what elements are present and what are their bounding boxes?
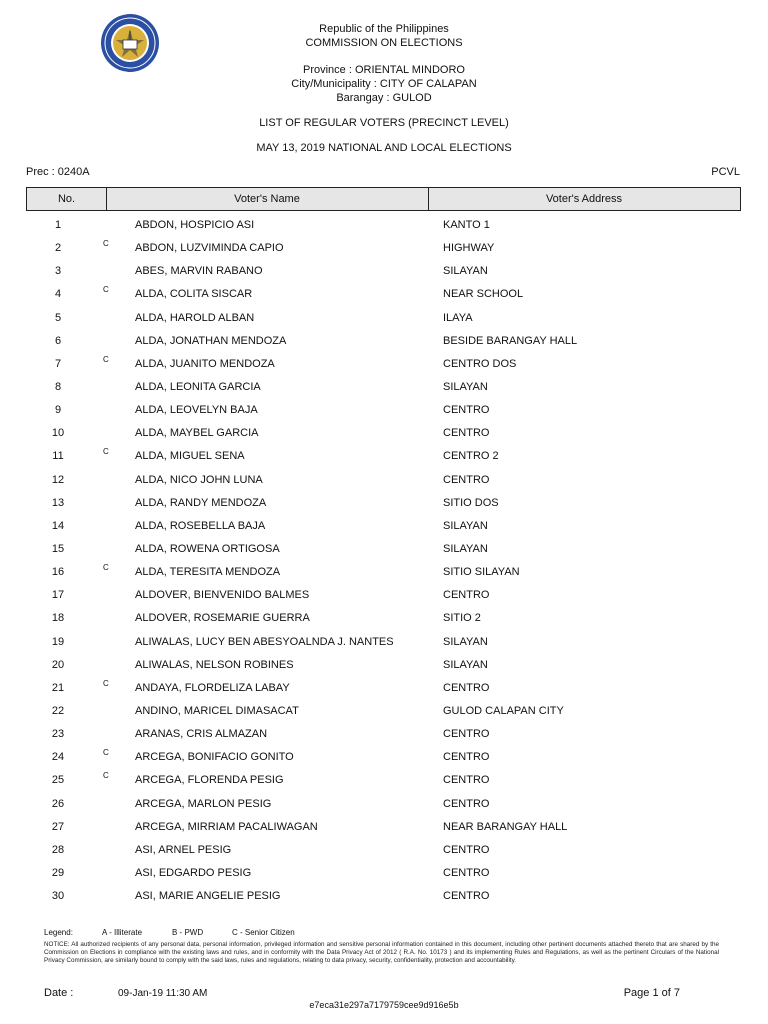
- voter-address: CENTRO: [443, 866, 490, 879]
- voter-name: ARCEGA, MIRRIAM PACALIWAGAN: [135, 820, 318, 833]
- table-row: [0, 492, 768, 515]
- table-row: [0, 746, 768, 769]
- voter-address: SITIO 2: [443, 612, 481, 625]
- voter-name: ANDINO, MARICEL DIMASACAT: [135, 704, 299, 717]
- table-row: [0, 654, 768, 677]
- voter-name: ASI, MARIE ANGELIE PESIG: [135, 890, 281, 903]
- election-title: MAY 13, 2019 NATIONAL AND LOCAL ELECTIONS: [256, 142, 512, 154]
- page-indicator: Page 1 of 7: [623, 987, 680, 999]
- table-row: [0, 561, 768, 584]
- row-tag: C: [103, 447, 109, 457]
- voter-name: ARCEGA, MARLON PESIG: [135, 797, 272, 810]
- row-number: 18: [51, 612, 65, 625]
- table-row: [0, 330, 768, 353]
- row-number: 23: [51, 728, 65, 741]
- table-row: [0, 816, 768, 839]
- row-number: 21: [51, 681, 65, 694]
- voter-name: ALDA, RANDY MENDOZA: [135, 496, 267, 509]
- row-tag: C: [103, 678, 109, 688]
- voter-address: BESIDE BARANGAY HALL: [443, 334, 578, 347]
- voter-address: CENTRO: [443, 427, 490, 440]
- table-row: [0, 307, 768, 330]
- table-row: [0, 885, 768, 908]
- table-row: [0, 839, 768, 862]
- city-text: City/Municipality : CITY OF CALAPAN: [291, 78, 477, 90]
- table-header: [26, 187, 741, 211]
- voter-rows: [0, 214, 768, 908]
- column-header-name: Voter's Name: [106, 188, 429, 210]
- legend-illiterate: A - Illiterate: [102, 928, 143, 937]
- voter-address: SITIO SILAYAN: [443, 566, 520, 579]
- voter-address: HIGHWAY: [443, 242, 495, 255]
- table-row: [0, 353, 768, 376]
- row-number: 12: [51, 473, 65, 486]
- table-row: [0, 607, 768, 630]
- doc-code-label: PCVL: [711, 166, 740, 178]
- list-title: LIST OF REGULAR VOTERS (PRECINCT LEVEL): [259, 117, 509, 129]
- voter-address: CENTRO DOS: [443, 357, 517, 370]
- table-row: [0, 631, 768, 654]
- row-tag: C: [103, 748, 109, 758]
- date-value: 09-Jan-19 11:30 AM: [118, 988, 208, 999]
- row-number: 2: [54, 242, 62, 255]
- table-row: [0, 376, 768, 399]
- row-number: 30: [51, 890, 65, 903]
- voter-address: CENTRO: [443, 774, 490, 787]
- row-number: 11: [52, 450, 64, 463]
- voter-address: CENTRO: [443, 890, 490, 903]
- row-tag: C: [103, 354, 109, 364]
- row-number: 10: [51, 427, 65, 440]
- table-row: [0, 862, 768, 885]
- republic-text: Republic of the Philippines: [319, 23, 449, 35]
- voter-address: CENTRO: [443, 843, 490, 856]
- voter-address: SITIO DOS: [443, 496, 499, 509]
- table-row: [0, 584, 768, 607]
- voter-name: ALIWALAS, LUCY BEN ABESYOALNDA J. NANTES: [135, 635, 394, 648]
- column-header-address: Voter's Address: [545, 193, 623, 205]
- table-row: [0, 793, 768, 816]
- row-number: 17: [51, 589, 65, 602]
- voter-address: CENTRO: [443, 728, 490, 741]
- table-row: [0, 723, 768, 746]
- voter-address: GULOD CALAPAN CITY: [443, 704, 564, 717]
- table-row: [0, 700, 768, 723]
- voter-name: ALDA, LEONITA GARCIA: [135, 380, 261, 393]
- voter-name: ALDA, HAROLD ALBAN: [135, 311, 255, 324]
- row-tag: C: [103, 239, 109, 249]
- voter-name: ALDA, JONATHAN MENDOZA: [135, 334, 287, 347]
- document-hash: e7eca31e297a7179759cee9d916e5b: [309, 1000, 459, 1010]
- voter-name: ANDAYA, FLORDELIZA LABAY: [135, 681, 290, 694]
- voter-address: NEAR SCHOOL: [443, 288, 524, 301]
- voter-name: ALDA, MAYBEL GARCIA: [135, 427, 259, 440]
- voter-address: SILAYAN: [443, 265, 488, 278]
- row-number: 25: [51, 774, 65, 787]
- row-tag: C: [103, 563, 109, 573]
- table-row: [0, 677, 768, 700]
- voter-address: CENTRO: [443, 473, 490, 486]
- row-number: 7: [54, 357, 62, 370]
- row-number: 6: [54, 334, 62, 347]
- voter-address: NEAR BARANGAY HALL: [443, 820, 568, 833]
- row-number: 8: [54, 380, 62, 393]
- voter-name: ALDA, JUANITO MENDOZA: [135, 357, 275, 370]
- row-number: 26: [51, 797, 65, 810]
- voter-address: SILAYAN: [443, 380, 488, 393]
- row-number: 20: [51, 658, 65, 671]
- row-tag: C: [103, 285, 109, 295]
- voter-name: ALDA, ROSEBELLA BAJA: [135, 519, 266, 532]
- row-number: 4: [54, 288, 62, 301]
- table-row: [0, 237, 768, 260]
- table-row: [0, 283, 768, 306]
- row-number: 14: [51, 519, 65, 532]
- voter-address: CENTRO 2: [443, 450, 499, 463]
- row-number: 28: [51, 843, 65, 856]
- voter-name: ALDA, COLITA SISCAR: [135, 288, 253, 301]
- row-number: 13: [51, 496, 65, 509]
- legend-senior: C - Senior Citizen: [232, 928, 295, 937]
- voter-name: ABDON, HOSPICIO ASI: [135, 219, 255, 231]
- voter-name: ARCEGA, FLORENDA PESIG: [135, 774, 284, 787]
- voter-name: ARCEGA, BONIFACIO GONITO: [135, 751, 294, 764]
- voter-name: ALDA, ROWENA ORTIGOSA: [135, 542, 280, 555]
- voter-name: ASI, ARNEL PESIG: [135, 843, 232, 856]
- barangay-text: Barangay : GULOD: [336, 92, 432, 104]
- voter-name: ALDA, TERESITA MENDOZA: [135, 566, 281, 579]
- province-text: Province : ORIENTAL MINDORO: [303, 64, 465, 76]
- table-row: [0, 445, 768, 468]
- voter-address: KANTO 1: [443, 219, 490, 231]
- legend-title: Legend:: [44, 928, 73, 937]
- date-label: Date :: [44, 987, 74, 999]
- voter-name: ASI, EDGARDO PESIG: [135, 866, 252, 879]
- voter-name: ALDOVER, BIENVENIDO BALMES: [135, 589, 310, 602]
- voter-address: SILAYAN: [443, 658, 488, 671]
- table-row: [0, 214, 768, 237]
- voter-address: CENTRO: [443, 404, 490, 417]
- row-number: 16: [51, 566, 65, 579]
- precinct-label: Prec : 0240A: [26, 166, 90, 178]
- header-location: [0, 63, 768, 105]
- voter-address: SILAYAN: [443, 519, 488, 532]
- voter-address: CENTRO: [443, 681, 490, 694]
- row-number: 29: [51, 866, 65, 879]
- table-row: [0, 469, 768, 492]
- header-agency: [0, 22, 768, 50]
- table-row: [0, 538, 768, 561]
- voter-address: ILAYA: [443, 311, 473, 324]
- commission-text: COMMISSION ON ELECTIONS: [305, 37, 463, 49]
- voter-name: ALDA, NICO JOHN LUNA: [135, 473, 263, 486]
- voter-address: SILAYAN: [443, 542, 488, 555]
- voter-address: SILAYAN: [443, 635, 488, 648]
- voter-name: ALDA, LEOVELYN BAJA: [135, 404, 258, 417]
- voter-address: CENTRO: [443, 589, 490, 602]
- voter-name: ARANAS, CRIS ALMAZAN: [135, 728, 268, 741]
- row-number: 1: [54, 219, 62, 231]
- voter-name: ALDOVER, ROSEMARIE GUERRA: [135, 612, 310, 625]
- row-number: 3: [54, 265, 62, 278]
- column-header-no: No.: [27, 188, 107, 210]
- voter-name: ALDA, MIGUEL SENA: [135, 450, 245, 463]
- row-number: 19: [51, 635, 65, 648]
- table-row: [0, 422, 768, 445]
- row-number: 27: [51, 820, 65, 833]
- voter-name: ABES, MARVIN RABANO: [135, 265, 263, 278]
- row-number: 5: [54, 311, 62, 324]
- row-number: 22: [51, 704, 65, 717]
- legend-pwd: B - PWD: [172, 928, 204, 937]
- voter-address: CENTRO: [443, 797, 490, 810]
- voter-name: ABDON, LUZVIMINDA CAPIO: [135, 242, 284, 255]
- table-row: [0, 769, 768, 792]
- row-number: 15: [51, 542, 65, 555]
- table-row: [0, 515, 768, 538]
- row-number: 24: [51, 751, 65, 764]
- table-row: [0, 399, 768, 422]
- row-number: 9: [54, 404, 62, 417]
- row-tag: C: [103, 771, 109, 781]
- voter-name: ALIWALAS, NELSON ROBINES: [135, 658, 294, 671]
- table-row: [0, 260, 768, 283]
- privacy-notice: NOTICE: All authorized recipients of any personal data, personal information, privileged information and sensitive personal information contained in this document, including other pertinent documents attached thereto that are shared by the Commission on Elections in compliance with the existing laws and rules, and in conformity with the Data Privacy Act of 2012 ( R.A. No. 10173 ) and its implementing Rules and Regulations, as well as the pertinent Circulars of the National Privacy Commission, are similarly bound to comply with the said laws, rules and regulations, relating to data privacy, security, confidentiality, protection and accountability.: [44, 941, 719, 965]
- voter-address: CENTRO: [443, 751, 490, 764]
